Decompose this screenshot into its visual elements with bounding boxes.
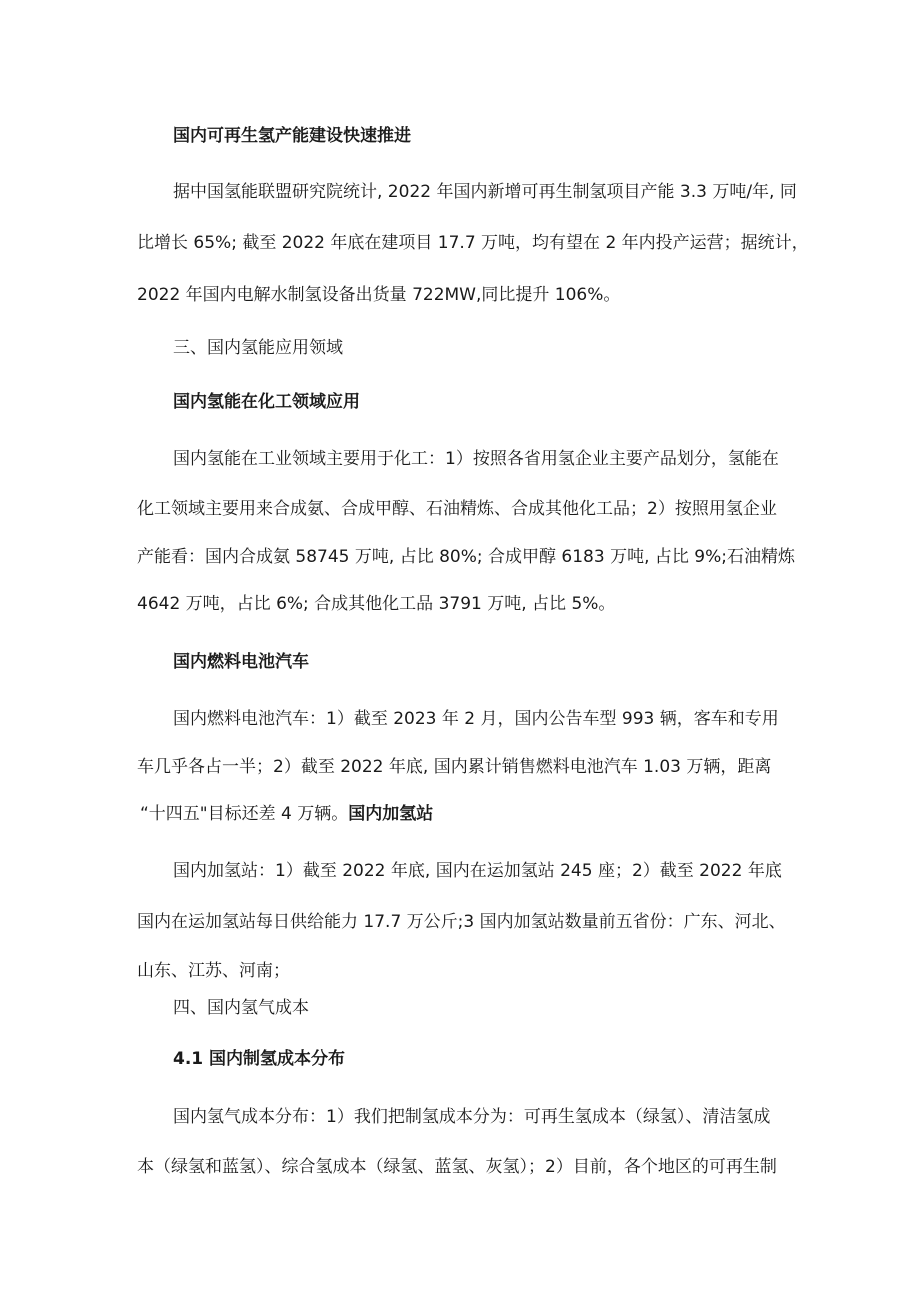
paragraph-line: 比增长 65%; 截至 2022 年底在建项目 17.7 万吨，均有望在 2 年内投产运营；据统计， — [137, 233, 809, 253]
paragraph-line: 据中国氢能联盟研究院统计, 2022 年国内新增可再生制氢项目产能 3.3 万吨/年, 同 — [173, 182, 797, 202]
paragraph-line: 4642 万吨，占比 6%; 合成其他化工品 3791 万吨, 占比 5%。 — [137, 594, 616, 614]
paragraph-line: 车几乎各占一半；2）截至 2022 年底, 国内累计销售燃料电池汽车 1.03 万辆，距离 — [137, 757, 772, 777]
section-heading-fcv: 国内燃料电池汽车 — [173, 652, 309, 672]
chapter-title-4: 四、国内氢气成本 — [173, 998, 309, 1018]
inline-heading-station: 国内加氢站 — [348, 804, 434, 824]
paragraph-line: 国内氢能在工业领域主要用于化工：1）按照各省用氢企业主要产品划分，氢能在 — [173, 449, 779, 469]
section-heading-cost: 4.1 国内制氢成本分布 — [173, 1049, 346, 1069]
paragraph-line: 国内加氢站：1）截至 2022 年底, 国内在运加氢站 245 座；2）截至 2022 年底 — [173, 861, 782, 881]
paragraph-line: 国内氢气成本分布：1）我们把制氢成本分为：可再生氢成本（绿氢）、清洁氢成 — [173, 1107, 771, 1127]
paragraph-line: 本（绿氢和蓝氢）、综合氢成本（绿氢、蓝氢、灰氢）；2）目前，各个地区的可再生制 — [137, 1157, 777, 1177]
paragraph-line-mixed — [140, 802, 433, 826]
paragraph-line: 产能看：国内合成氨 58745 万吨, 占比 80%; 合成甲醇 6183 万吨, 占比 9%;石油精炼 — [137, 547, 795, 567]
section-heading-chemical: 国内氢能在化工领域应用 — [173, 392, 360, 412]
paragraph-line: 国内燃料电池汽车：1）截至 2023 年 2 月，国内公告车型 993 辆，客车和专用 — [173, 709, 779, 729]
paragraph-line: 2022 年国内电解水制氢设备出货量 722MW,同比提升 106%。 — [137, 285, 621, 305]
section-heading-renewable: 国内可再生氢产能建设快速推进 — [173, 126, 411, 146]
paragraph-line: 山东、江苏、河南； — [137, 961, 290, 981]
paragraph-line: 化工领域主要用来合成氨、合成甲醇、石油精炼、合成其他化工品；2）按照用氢企业 — [137, 499, 777, 519]
chapter-title-3: 三、国内氢能应用领域 — [173, 338, 343, 358]
paragraph-text: “十四五"目标还差 4 万辆。 — [140, 804, 349, 824]
paragraph-line: 国内在运加氢站每日供给能力 17.7 万公斤;3 国内加氢站数量前五省份：广东、河北、 — [137, 912, 786, 932]
